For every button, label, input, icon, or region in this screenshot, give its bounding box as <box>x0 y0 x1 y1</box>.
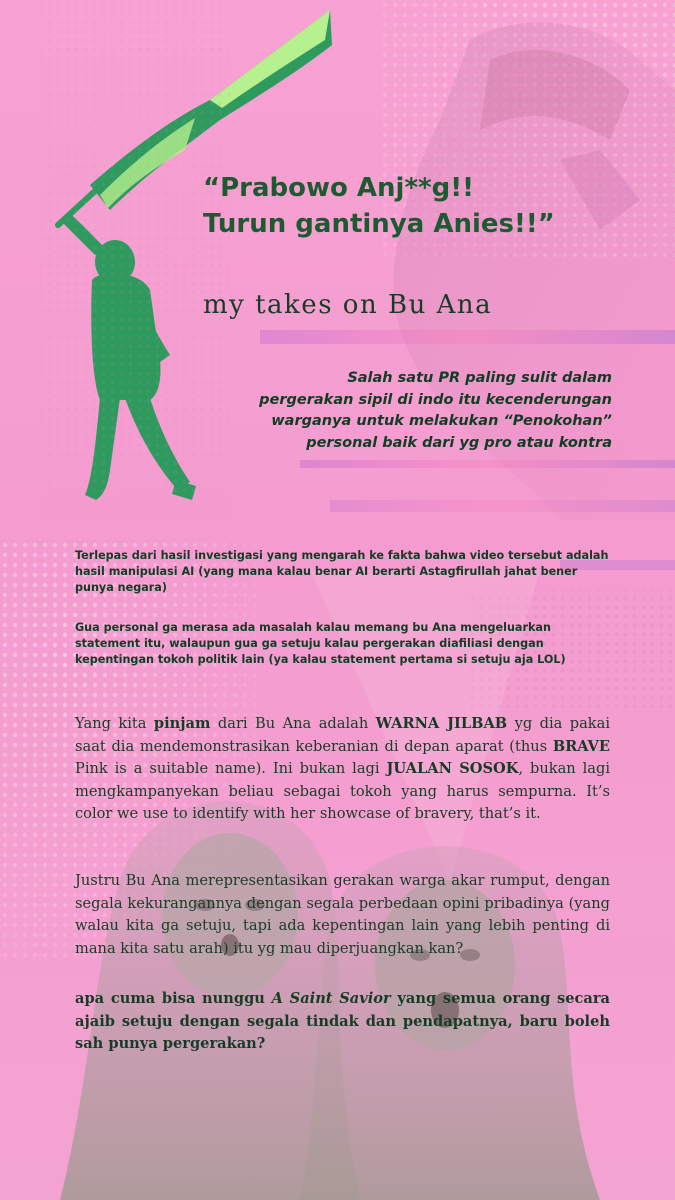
note-paragraph-2: Gua personal ga merasa ada masalah kalau memang bu Ana mengeluarkan statement itu, walaupun gua ga setuju kalau pergerakan diafiliasi dengan kepentingan tokoh politik lain (ya kalau statement pertama si setuju aja LOL) <box>75 621 566 666</box>
para1-bold-jualan-sosok: JUALAN SOSOK <box>386 760 519 777</box>
para1-text-2: dari Bu Ana adalah <box>210 715 376 732</box>
para3-text-2: yang semua orang secara ajaib setuju dengan segala tindak dan pendapatnya, baru boleh sah punya pergerakan? <box>75 990 610 1052</box>
body-paragraph-3 <box>75 988 610 1056</box>
para1-text-5: , bukan lagi mengkampanyekan beliau sebagai tokoh yang harus sempurna. It’s color we use to identify with her showcase of bravery, that’s it. <box>75 760 611 822</box>
headline <box>203 170 623 242</box>
para1-bold-pinjam: pinjam <box>153 715 211 732</box>
lead-line-2: pergerakan sipil di indo itu kecenderungan <box>259 391 612 408</box>
headline-line-2: Turun gantinya Anies!!” <box>203 209 555 239</box>
lead-line-1: Salah satu PR paling sulit dalam <box>347 370 612 386</box>
lead-text <box>220 368 612 454</box>
para1-bold-warna-jilbab: WARNA JILBAB <box>375 715 508 732</box>
subtitle: my takes on Bu Ana <box>203 290 493 320</box>
lead-line-4: personal baik dari yg pro atau kontra <box>306 434 612 451</box>
para1-text-1: Yang kita <box>75 715 154 732</box>
body-paragraph-2: Justru Bu Ana merepresentasikan gerakan warga akar rumput, dengan segala kekurangannya dengan segala perbedaan opini pribadinya (yang walau kita ga setuju, tapi ada kepentingan lain yang lebih penting di mana kita satu arah) itu yg mau diperjuangkan kan? <box>75 872 610 957</box>
para1-text-3: yg dia pakai saat dia mendemonstrasikan keberanian di depan aparat (thus <box>75 715 611 755</box>
lead-line-3: warganya untuk melakukan “Penokohan” <box>271 413 612 429</box>
body-paragraph-1 <box>75 713 610 826</box>
para3-text-1: apa cuma bisa nunggu <box>75 990 272 1007</box>
headline-line-1: “Prabowo Anj**g!! <box>203 173 474 203</box>
para1-text-4: Pink is a suitable name). Ini bukan lagi <box>75 760 387 777</box>
note-paragraph-1: Terlepas dari hasil investigasi yang mengarah ke fakta bahwa video tersebut adalah hasil manipulasi AI (yang mana kalau benar AI berarti Astagfirullah jahat bener punya negara) <box>75 549 609 594</box>
para3-italic-saint-savior: A Saint Savior <box>271 990 391 1007</box>
para1-bold-brave: BRAVE <box>552 737 610 755</box>
